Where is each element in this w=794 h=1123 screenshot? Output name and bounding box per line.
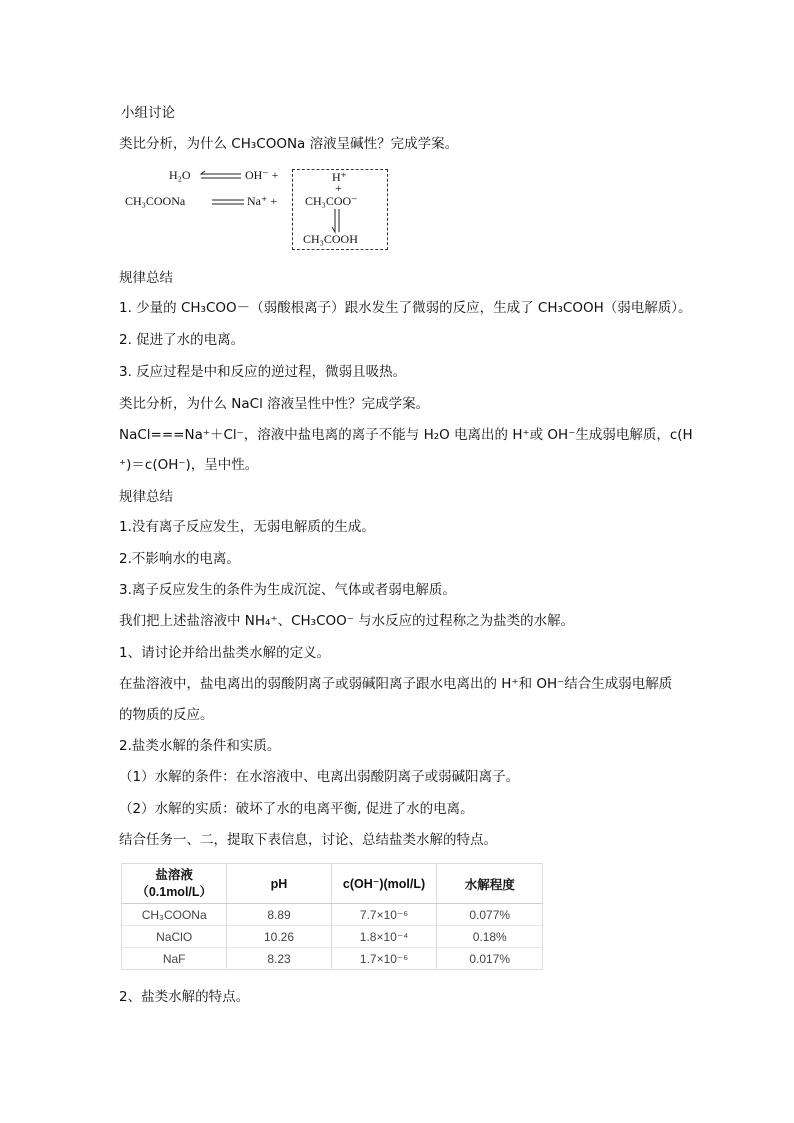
cell-oh: 7.7×10⁻⁶ <box>331 904 437 926</box>
table-row <box>122 904 543 926</box>
hydroxide-plus: OH⁻ + <box>245 168 279 182</box>
rule1-item-2: 2. 促进了水的电离。 <box>119 332 245 348</box>
definition-answer-line-2: 的物质的反应。 <box>119 707 214 723</box>
acetate-ion: CH₃COO⁻ <box>305 194 358 208</box>
task-instruction: 结合任务一、二，提取下表信息，讨论、总结盐类水解的特点。 <box>119 832 497 848</box>
rule2-item-3: 3.离子反应发生的条件为生成沉淀、气体或者弱电解质。 <box>119 582 456 598</box>
definition-question: 1、请讨论并给出盐类水解的定义。 <box>119 645 331 661</box>
sodium-ion-plus: Na⁺ + <box>247 194 278 208</box>
rule2-item-2: 2.不影响水的电离。 <box>119 551 240 567</box>
box-plus-sign: + <box>335 181 342 195</box>
rule2-item-1: 1.没有离子反应发生，无弱电解质的生成。 <box>119 519 375 535</box>
down-arrow-icon <box>331 208 343 234</box>
cell-oh: 1.8×10⁻⁴ <box>331 926 437 948</box>
cell-salt: CH₃COONa <box>122 904 227 926</box>
rule-summary-title-1: 规律总结 <box>119 270 173 286</box>
cell-degree: 0.077% <box>437 904 543 926</box>
sodium-acetate-formula: CH₃COONa <box>125 194 186 208</box>
cell-ph: 10.26 <box>227 926 331 948</box>
hydrogen-ion: H⁺ <box>332 170 347 184</box>
condition-item-1: （1）水解的条件：在水溶液中、电离出弱酸阴离子或弱碱阳离子。 <box>119 769 520 785</box>
condition-question: 2.盐类水解的条件和实质。 <box>119 738 281 754</box>
rule-summary-title-2: 规律总结 <box>119 489 173 505</box>
ionization-equation-diagram <box>125 166 395 250</box>
section-heading: 小组讨论 <box>121 105 175 121</box>
table-header-row <box>122 864 543 904</box>
equals-arrow-icon <box>211 197 245 207</box>
header-ph: pH <box>227 864 331 904</box>
reversible-arrow-icon <box>199 170 243 182</box>
question-ch3coona: 类比分析，为什么 CH₃COONa 溶液呈碱性？完成学案。 <box>119 136 459 152</box>
cell-ph: 8.23 <box>227 948 331 970</box>
cell-salt: NaClO <box>122 926 227 948</box>
nacl-explanation-line-1: NaCl===Na⁺＋Cl⁻，溶液中盐电离的离子不能与 H₂O 电离出的 H⁺或 OH⁻生成弱电解质，c(H <box>119 427 693 443</box>
cell-oh: 1.7×10⁻⁶ <box>331 948 437 970</box>
rule1-item-3: 3. 反应过程是中和反应的逆过程，微弱且吸热。 <box>119 364 407 380</box>
definition-answer-line-1: 在盐溶液中，盐电离出的弱酸阴离子或弱碱阳离子跟水电离出的 H⁺和 OH⁻结合生成弱电解质 <box>119 676 673 692</box>
table-row <box>122 948 543 970</box>
cell-degree: 0.017% <box>437 948 543 970</box>
acetic-acid: CH₃COOH <box>303 232 358 246</box>
rule1-item-1: 1. 少量的 CH₃COO－（弱酸根离子）跟水发生了微弱的反应，生成了 CH₃COOH（弱电解质）。 <box>119 300 692 316</box>
hydrolysis-intro: 我们把上述盐溶液中 NH₄⁺、CH₃COO⁻ 与水反应的过程称之为盐类的水解。 <box>119 613 575 629</box>
cell-degree: 0.18% <box>437 926 543 948</box>
header-oh-concentration: c(OH⁻)(mol/L) <box>331 864 437 904</box>
cell-salt: NaF <box>122 948 227 970</box>
header-hydrolysis-degree: 水解程度 <box>437 864 543 904</box>
table-row <box>122 926 543 948</box>
water-formula: H₂O <box>169 168 191 182</box>
feature-question: 2、盐类水解的特点。 <box>119 989 250 1005</box>
cell-ph: 8.89 <box>227 904 331 926</box>
question-nacl: 类比分析，为什么 NaCl 溶液呈性中性？完成学案。 <box>119 396 430 412</box>
hydrolysis-data-table <box>121 863 543 970</box>
nacl-explanation-line-2: ⁺)＝c(OH⁻)，呈中性。 <box>119 457 259 473</box>
header-salt-solution: 盐溶液 （0.1mol/L） <box>122 864 227 904</box>
condition-item-2: （2）水解的实质：破坏了水的电离平衡, 促进了水的电离。 <box>119 801 474 817</box>
